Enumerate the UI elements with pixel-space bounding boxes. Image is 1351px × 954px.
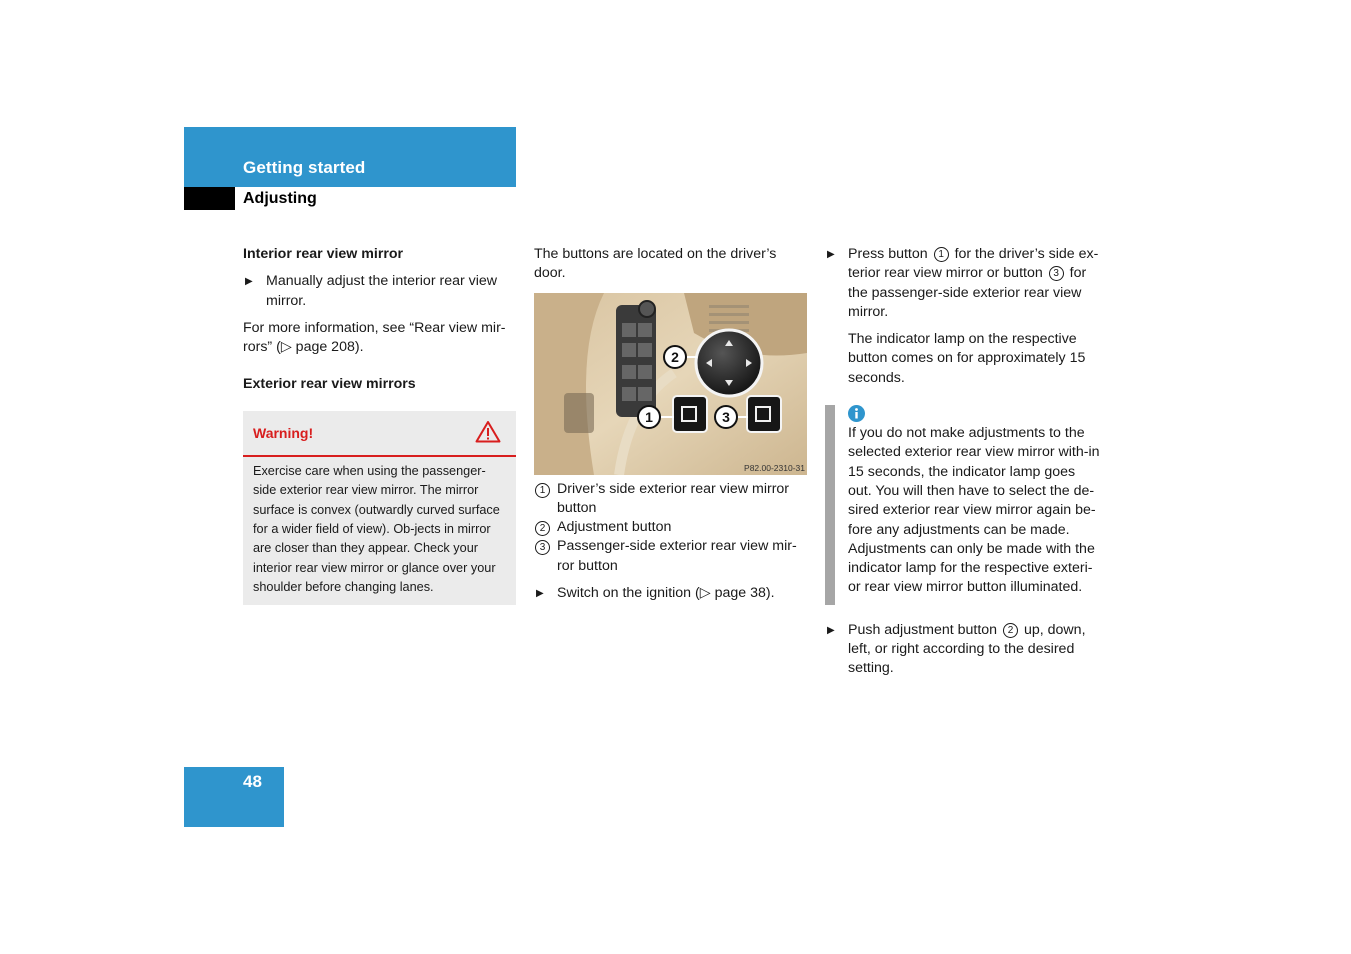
info-text: If you do not make adjustments to the selected exterior rear view mirror with-in 15 seconds, the indicator lamp goes out. You will then have to select the de-sired exterior rear view mirror again be-fore any adjustments can be made. Adjustments can only be made with the indicator lamp for the respective exteri-or rear view mirror button illuminated. bbox=[848, 425, 1100, 596]
figure-legend bbox=[534, 480, 807, 576]
page-number-box bbox=[184, 767, 284, 827]
column-3 bbox=[825, 245, 1101, 679]
inline-number: 3 bbox=[1049, 266, 1064, 281]
bullet-arrow-icon: ▶ bbox=[827, 624, 835, 636]
info-box bbox=[825, 405, 1101, 598]
door-panel-illustration bbox=[534, 293, 807, 475]
press-text-b: for the driver’s side ex-terior rear view mirror or button bbox=[848, 246, 1099, 282]
bullet-ignition bbox=[534, 584, 807, 603]
column-1 bbox=[243, 245, 516, 605]
bullet-arrow-icon: ▶ bbox=[827, 249, 835, 260]
inline-number: 2 bbox=[1003, 623, 1018, 638]
press-text-c: for the passenger-side exterior rear view mirror. bbox=[848, 265, 1087, 320]
svg-text:3: 3 bbox=[722, 408, 730, 425]
bullet-press-button bbox=[825, 245, 1101, 322]
heading-exterior-mirrors: Exterior rear view mirrors bbox=[243, 376, 416, 393]
legend-item-3 bbox=[534, 537, 807, 576]
callout-1 bbox=[638, 406, 660, 428]
legend-text: Driver’s side exterior rear view mirror button bbox=[557, 480, 790, 516]
warning-triangle-icon bbox=[475, 420, 501, 443]
warning-label: Warning! bbox=[253, 424, 314, 441]
legend-item-1 bbox=[534, 480, 807, 519]
section-title: Getting started bbox=[243, 158, 366, 177]
warning-header bbox=[243, 411, 516, 457]
inline-number: 1 bbox=[934, 247, 949, 262]
legend-number: 1 bbox=[535, 483, 550, 498]
svg-text:2: 2 bbox=[671, 348, 679, 365]
heading-interior-mirror: Interior rear view mirror bbox=[243, 246, 404, 262]
callout-2 bbox=[664, 346, 686, 368]
legend-number: 2 bbox=[535, 521, 550, 536]
buttons-location-text: The buttons are located on the driver’s door. bbox=[534, 246, 777, 282]
callout-3 bbox=[715, 406, 737, 428]
legend-text: Adjustment button bbox=[557, 519, 672, 536]
subsection-title: Adjusting bbox=[243, 190, 317, 207]
column-2 bbox=[534, 245, 807, 603]
bullet-arrow-icon: ▶ bbox=[536, 588, 544, 600]
legend-item-2 bbox=[534, 518, 807, 537]
page-number: 48 bbox=[243, 772, 262, 791]
info-bar bbox=[825, 405, 835, 605]
info-icon bbox=[848, 405, 865, 422]
warning-text: Exercise care when using the passenger-side exterior rear view mirror. The mirror surface is convex (outwardly curved surface for a wider field of view). Ob-jects in mirror are closer than they appear. Check your interior rear view mirror or glance over your shoulder before changing lanes. bbox=[253, 463, 500, 595]
legend-number: 3 bbox=[535, 540, 550, 555]
press-text-a: Press button bbox=[848, 246, 928, 262]
more-info-text: For more information, see “Rear view mir-rors” (▷ page 208). bbox=[243, 319, 506, 356]
bullet-text: Manually adjust the interior rear view mirror. bbox=[266, 273, 498, 309]
bullet-push-adjustment bbox=[825, 621, 1101, 679]
subsection-marker bbox=[184, 187, 235, 210]
header-band bbox=[184, 127, 516, 187]
bullet-text: Switch on the ignition (▷ page 38). bbox=[557, 585, 775, 602]
svg-text:1: 1 bbox=[645, 408, 653, 425]
warning-box bbox=[243, 411, 516, 605]
push-text-b: up, down, left, or right according to the desired setting. bbox=[848, 621, 1086, 677]
push-text-a: Push adjustment button bbox=[848, 621, 998, 638]
bullet-arrow-icon: ▶ bbox=[245, 276, 253, 288]
door-control-photo bbox=[534, 293, 807, 475]
bullet-interior-adjust bbox=[243, 272, 516, 311]
indicator-lamp-text: The indicator lamp on the respective button comes on for approximately 15 seconds. bbox=[848, 331, 1086, 386]
figure-code: P82.00-2310-31 bbox=[744, 462, 805, 473]
legend-text: Passenger-side exterior rear view mir-ror button bbox=[557, 538, 797, 574]
